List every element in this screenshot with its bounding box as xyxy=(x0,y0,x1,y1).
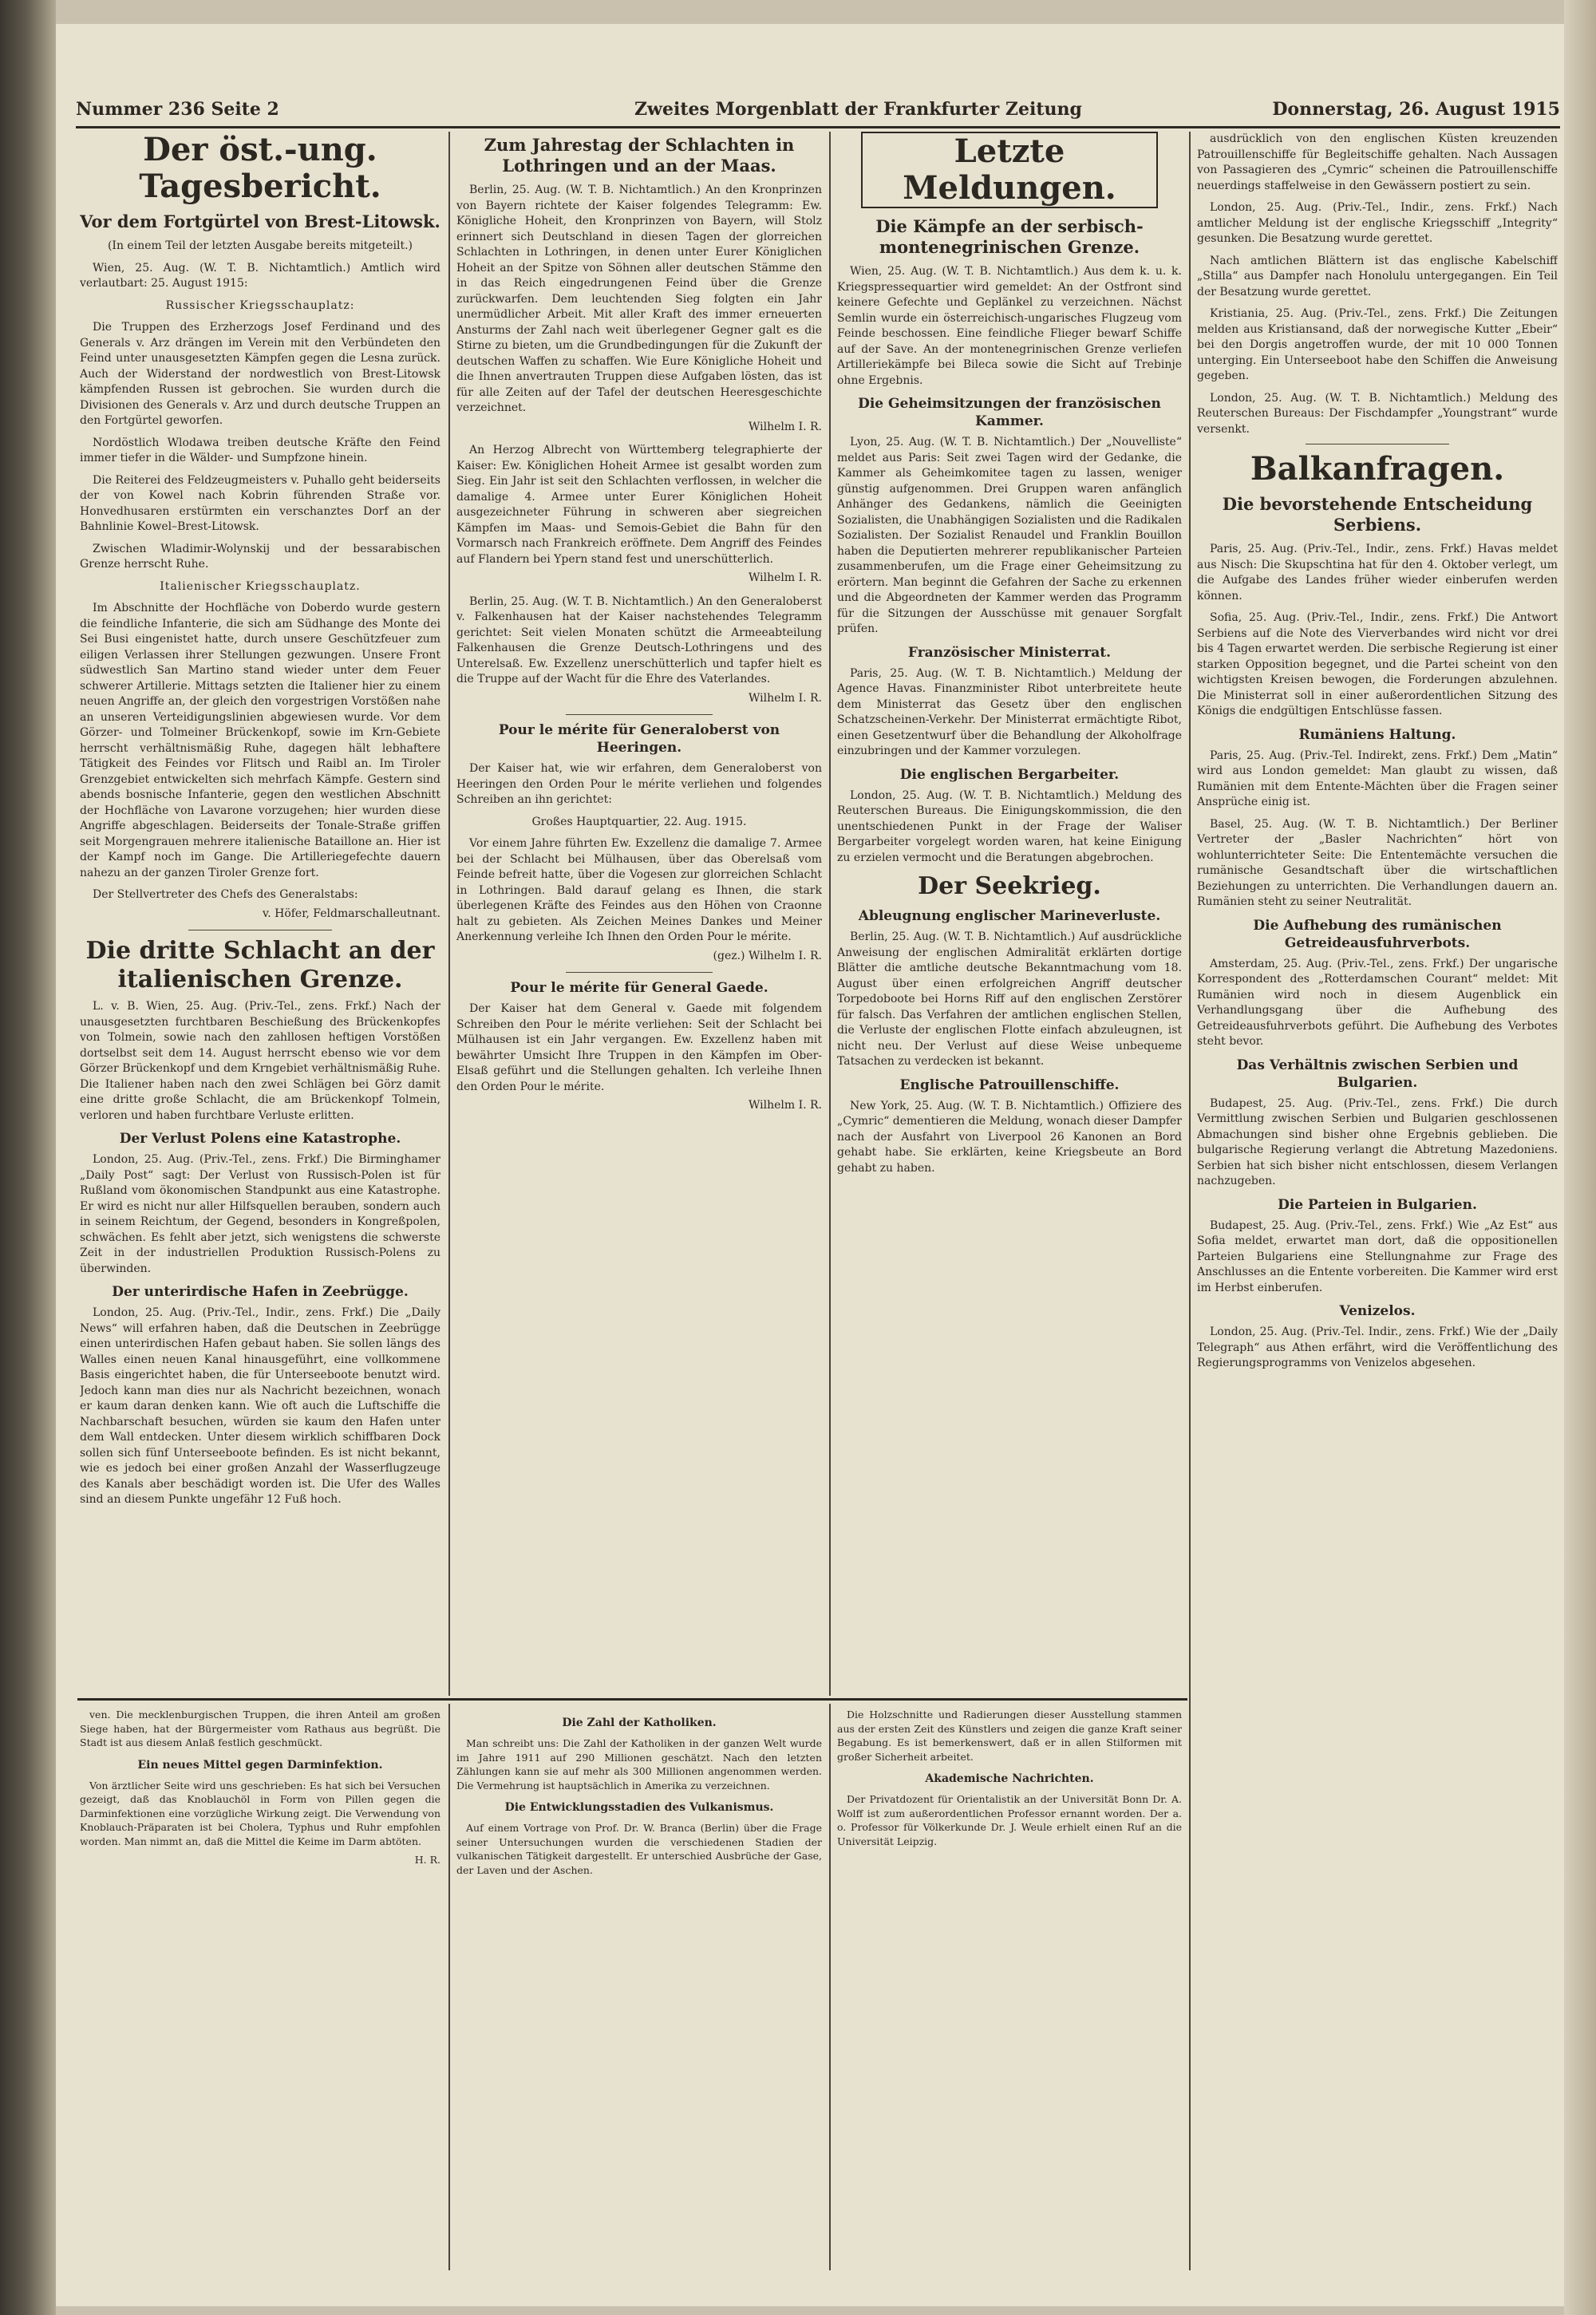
feuilleton-rule xyxy=(77,1698,1187,1701)
feuilleton-column-2 xyxy=(456,1708,822,2266)
note: (In einem Teil der letzten Ausgabe bereits mitgeteilt.) xyxy=(107,239,413,252)
signature: (gez.) Wilhelm I. R. xyxy=(713,949,822,962)
paragraph: Im Abschnitte der Hochfläche von Doberdo wurde gestern die feindliche Infanterie, die sich am Südhange des Monte dei Sei Busi eingenistet hatte, durch unsere Geschützfeuer zum eiligen Verlassen ihrer Stellungen gezwungen. Unsere Front südwestlich San Martino stand wieder unter dem Feuer schwerer Artillerie. Mittags setzten die Italiener hier zu einem neuen Angriffe an, der gleich den vorgestrigen Vorstößen nahe an unseren Verteidigungslinien abgewiesen wurde. Vor dem Görzer- und Tolmeiner Brückenkopf, sowie im Krn-Gebiete herrscht verhältnismäßig Ruhe, dagegen hält lebhaftere Tätigkeit des Feindes vor Flitsch und Raibl an. Im Tiroler Grenzgebiet entwickelten sich mehrfach Kämpfe. Gestern sind abends bosnische Infanterie, gegen den westlichen Abschnitt der Hochfläche von Lavarone vorzugehen; hier wurden diese Angriffe abgeschlagen. Beiderseits der Tonale-Straße griffen seit Morgengrauen mehrere italienische Bataillone an. Hier ist der Kampf noch im Gange. Die Artilleriegefechte dauern nahezu an der ganzen Tiroler Grenze fort. xyxy=(80,602,440,879)
article-title: Pour le mérite für General Gaede. xyxy=(510,980,768,996)
section-title: Balkanfragen. xyxy=(1250,450,1505,488)
paragraph: Man schreibt uns: Die Zahl der Katholiken in der ganzen Welt wurde im Jahre 1911 auf 290 Millionen geschätzt. Nach den letzten Zählungen kann sie auf mehr als 300 Millionen angenommen werden. Die Vermehrung ist hauptsächlich in Amerika zu verzeichnen. xyxy=(456,1737,822,1792)
signature: v. Höfer, Feldmarschalleutnant. xyxy=(262,907,440,920)
paragraph: Berlin, 25. Aug. (W. T. B. Nichtamtlich.) An den Kronprinzen von Bayern richtete der Kaiser folgendes Telegramm: Ew. Königliche Hoheit, den Kronprinzen von Bayern, will Stolz erinnert sich Deutschland in diesen Tagen der glorreichen Schlachten in Lothringen, in denen unter Eurer Königlichen Hoheit an der Spitze von Söhnen aller deutschen Stämme den in das Reich eingedrungenen Feind über die Grenze zurückwarfen. Dem leuchtenden Sieg folgten ein Jahr unermüdlicher Arbeit. Mit aller Kraft des immer erneuerten Ansturms der Zahl nach weit überlegener Gegner galt es die Stirne zu bieten, um die Grundbedingungen für die Zukunft der deutschen Waffen zu schaffen. Wie Eure Königliche Hoheit und die Ihnen anvertrauten Truppen diese Aufgaben lösten, das ist für alle Zeiten auf der Tafel der deutschen Heeresgeschichte verzeichnet. xyxy=(456,184,822,414)
signature: H. R. xyxy=(414,1854,440,1866)
article-title: Die dritte Schlacht an der italienischen Grenze. xyxy=(85,937,435,994)
column-rule xyxy=(829,1704,831,2270)
page-edge xyxy=(1564,0,1596,2315)
divider xyxy=(566,714,712,715)
paragraph: Paris, 25. Aug. (Priv.-Tel., Indir., zens. Frkf.) Havas meldet aus Nisch: Die Skupschtina hat für den 4. Oktober verlegt, um die Aufgabe des Landes früher wieder einberufen werden können. xyxy=(1197,543,1558,602)
article-title: Akademische Nachrichten. xyxy=(925,1772,1094,1785)
book-binding xyxy=(0,0,56,2315)
newspaper-title: Zweites Morgenblatt der Frankfurter Zeitung xyxy=(634,99,1082,120)
article-title: Die Zahl der Katholiken. xyxy=(562,1716,717,1729)
masthead xyxy=(76,94,1560,128)
paragraph: Die Reiterei des Feldzeugmeisters v. Puhallo geht beiderseits der von Kowel nach Kobrin führenden Straße vor. Honvedhusaren erstürmten ein verschanztes Dorf an der Bahnlinie Kowel–Brest-Litowsk. xyxy=(80,473,440,533)
divider xyxy=(566,972,712,973)
article-title: Die Entwicklungsstadien des Vulkanismus. xyxy=(504,1801,774,1814)
paragraph: London, 25. Aug. (Priv.-Tel. Indir., zens. Frkf.) Wie der „Daily Telegraph“ aus Athen erfährt, wird die Veröffentlichung des Regierungsprogramms von Venizelos abgesehen. xyxy=(1197,1325,1558,1369)
issue-date: Donnerstag, 26. August 1915 xyxy=(1272,99,1560,120)
issue-number: Nummer 236 Seite 2 xyxy=(76,99,279,120)
paragraph: Paris, 25. Aug. (W. T. B. Nichtamtlich.) Meldung der Agence Havas. Finanzminister Ribot unterbreitete heute dem Ministerrat das Gesetz über den englischen Schatzscheinen-Verkehr. Der Ministerrat ermächtigte Ribot, einen Gesetzentwurf über die Behandlung der Alkoholfrage einzubringen und der Kammer vorzulegen. xyxy=(837,666,1182,757)
article-title: Venizelos. xyxy=(1339,1303,1416,1319)
feuilleton-column-3 xyxy=(837,1708,1182,2266)
paragraph: Vor einem Jahre führten Ew. Exzellenz die damalige 7. Armee bei der Schlacht bei Mülhausen, über das Oberelsaß vom Feinde befreit hatte, über die Vogesen zur glorreichen Schlacht in Lothringen. Bald darauf gelang es Ihnen, die stark überlegenen Kräfte des Feindes aus den Höhen von Craonne halt zu gebieten. Als Zeichen Meines Dankes und Meiner Anerkennung verleihe Ich Ihnen den Orden Pour le mérite. xyxy=(456,837,822,943)
column-4 xyxy=(1197,132,1558,2270)
paragraph: L. v. B. Wien, 25. Aug. (Priv.-Tel., zens. Frkf.) Nach der unausgesetzten furchtbaren Beschießung des Brückenkopfes von Tolmein, sowie nach den zahllosen heftigen Vorstößen dortselbst seit dem 14. August herrscht ebenso wie vor dem Görzer Brückenkopf und dem Krngebiet verhältnismäßig Ruhe. Die Italiener haben nach den zwei Schlägen bei Görz damit eine dritte große Schlacht, die am Brückenkopf Tolmein, verloren und haben furchtbare Verluste erlitten. xyxy=(80,1000,440,1122)
section-title: Der Seekrieg. xyxy=(918,872,1101,900)
paragraph: Lyon, 25. Aug. (W. T. B. Nichtamtlich.) Der „Nouvelliste“ meldet aus Paris: Seit zwei Tagen wird der Gedanke, die Kammer als Geheimkomitee tagen zu lassen, weniger günstig aufgenommen. Drei Gruppen waren anfänglich Anhänger des Gedankens, nämlich die Geeinigten Sozialisten, die Unabhängigen Sozialisten und die Radikalen Sozialisten. Der Sozialist Renaudel und Franklin Bouillon haben die Deputierten mehrerer republikanischer Parteien zusammenberufen, um die Frage einer Geheimsitzung zu erörtern. Man beginnt die Gefahren der Sache zu erkennen und die Abgeordneten der Kammer werden das Programm für die Sitzungen der Ausschüsse mit genauer Sorgfalt prüfen. xyxy=(837,436,1182,635)
column-1 xyxy=(80,132,440,1696)
paragraph: Nach amtlichen Blättern ist das englische Kabelschiff „Stilla“ aus Dampfer nach Honolulu untergegangen. Ein Teil der Besatzung wurde gerettet. xyxy=(1197,254,1558,298)
paragraph: Nordöstlich Wlodawa treiben deutsche Kräfte den Feind immer tiefer in die Wälder- und Sumpfzone hinein. xyxy=(80,436,440,464)
signature: Wilhelm I. R. xyxy=(748,420,822,433)
signature: Wilhelm I. R. xyxy=(748,691,822,705)
section-title: Der öst.-ung. Tagesbericht. xyxy=(139,132,381,205)
article-title: Die Geheimsitzungen der französischen Kammer. xyxy=(858,396,1161,429)
article-title: Zum Jahrestag der Schlachten in Lothringen und an der Maas. xyxy=(484,135,795,176)
paragraph: London, 25. Aug. (Priv.-Tel., Indir., zens. Frkf.) Nach amtlicher Meldung ist der englische Kriegsschiff „Integrity“ gesunken. Die Besatzung wurde gerettet. xyxy=(1197,201,1558,245)
paragraph: London, 25. Aug. (W. T. B. Nichtamtlich.) Meldung des Reuterschen Bureaus. Die Einigungskommission, die den unentschiedenen Punkt in der Frage der Waliser Bergarbeiter vorgelegt worden waren, hat keine Einigung zu erzielen vermocht und die Beratungen abgebrochen. xyxy=(837,788,1182,864)
paragraph: Der Privatdozent für Orientalistik an der Universität Bonn Dr. A. Wolff ist zum außerordentlichen Professor ernannt worden. Der a. o. Professor für Völkerkunde Dr. J. Weule erhielt einen Ruf an die Universität Leipzig. xyxy=(837,1793,1182,1847)
paragraph: Budapest, 25. Aug. (Priv.-Tel., zens. Frkf.) Die durch Vermittlung zwischen Serbien und Bulgarien geschlossenen Abmachungen sind bisher ohne Ergebnis geblieben. Die bulgarische Regierung verlangt die Abtretung Mazedoniens. Serbien hat sich bisher nicht entschlossen, diesem Verlangen nachzugeben. xyxy=(1197,1096,1558,1187)
column-2 xyxy=(456,132,822,1696)
dateline: Großes Hauptquartier, 22. Aug. 1915. xyxy=(531,815,747,828)
article-title: Die bevorstehende Entscheidung Serbiens. xyxy=(1222,494,1533,535)
article-title: Die Aufhebung des rumänischen Getreideausfuhrverbots. xyxy=(1253,917,1502,951)
paragraph: Budapest, 25. Aug. (Priv.-Tel., zens. Frkf.) Wie „Az Est“ aus Sofia meldet, erwartet man dort, daß die oppositionellen Parteien Bulgariens eine Stellungnahme zur Frage des Anschlusses an die Entente vorbereiten. Die Kammer wird erst im Herbst einberufen. xyxy=(1197,1219,1558,1294)
paragraph: Der Stellvertreter des Chefs des Generalstabs: xyxy=(93,888,358,901)
article-title: Englische Patrouillenschiffe. xyxy=(899,1077,1120,1093)
article-title: Rumäniens Haltung. xyxy=(1298,726,1456,743)
paragraph: New York, 25. Aug. (W. T. B. Nichtamtlich.) Offiziere des „Cymric“ dementieren die Meldung, wonach dieser Dampfer nach der Ausfahrt von Liverpool 26 Kanonen an Bord gehabt habe. Sie erklärten, keine Kriegsbeute an Bord gehabt zu haben. xyxy=(837,1099,1182,1175)
theater-heading: Italienischer Kriegsschauplatz. xyxy=(160,579,361,593)
feuilleton-column-1 xyxy=(80,1708,440,2266)
paragraph: Der Kaiser hat dem General v. Gaede mit folgendem Schreiben den Pour le mérite verliehen: Seit der Schlacht bei Mülhausen ist ein Jahr vergangen. Ew. Exzellenz haben mit bewährter Umsicht Ihre Truppen in den Kämpfen im Ober-Elsaß geführt und die Stellungen gehalten. Ich verleihe Ihnen den Orden Pour le mérite. xyxy=(456,1002,822,1093)
paragraph: Paris, 25. Aug. (Priv.-Tel. Indirekt, zens. Frkf.) Dem „Matin“ wird aus London gemeldet: Man glaubt zu wissen, daß Rumänien mit dem Entente-Mächten über die Fragen seiner Ansprüche einig ist. xyxy=(1197,749,1558,808)
article-title: Die Parteien in Bulgarien. xyxy=(1278,1196,1477,1213)
paragraph: London, 25. Aug. (Priv.-Tel., zens. Frkf.) Die Birminghamer „Daily Post“ sagt: Der Verlust von Russisch-Polen ist für Rußland vom ökonomischen Standpunkt aus eine Katastrophe. Er wird es nicht nur aller Hilfsquellen berauben, sondern auch in seinem Reichtum, der Gegend, besonders in Kongreßpolen, schwächen. Es fehlt aber jetzt, sich wenigstens die schwerste Zeit in der industriellen Produktion Russisch-Polens zu überwinden. xyxy=(80,1153,440,1275)
signature: Wilhelm I. R. xyxy=(748,1099,822,1112)
paragraph: Wien, 25. Aug. (W. T. B. Nichtamtlich.) Amtlich wird verlautbart: 25. August 1915: xyxy=(80,261,440,290)
paragraph: ven. Die mecklenburgischen Truppen, die ihren Anteil am großen Siege haben, hat der Bürgermeister vom Rathaus aus begrüßt. Die Stadt ist aus diesem Anlaß festlich geschmückt. xyxy=(80,1709,440,1748)
column-rule xyxy=(829,132,831,1696)
paragraph: Auf einem Vortrage von Prof. Dr. W. Branca (Berlin) über die Frage seiner Untersuchungen wurden die verschiedenen Stadien der vulkanischen Tätigkeit dargestellt. Er unterschied Ausbrüche der Gase, der Laven und der Aschen. xyxy=(456,1822,822,1876)
article-title: Die Kämpfe an der serbisch-montenegrinischen Grenze. xyxy=(875,216,1144,257)
paragraph: Wien, 25. Aug. (W. T. B. Nichtamtlich.) Aus dem k. u. k. Kriegspressequartier wird gemeldet: An der Ostfront sind keinere Gefechte und Geplänkel zu verzeichnen. Nächst Semlin wurde ein österreichisch-ungarisches Flugzeug vom Feinde beschossen. Eine feindliche Flieger bewarf Schiffe auf der Save. An der montenegrinischen Grenze verliefen Artilleriekämpfe bei Bileca sowie die Sicht auf Trebinje ohne Ergebnis. xyxy=(837,265,1182,387)
article-title: Der unterirdische Hafen in Zeebrügge. xyxy=(112,1284,409,1300)
paragraph: Amsterdam, 25. Aug. (Priv.-Tel., zens. Frkf.) Der ungarische Korrespondent des „Rotterdamschen Courant“ meldet: Mit Rumänien wird noch in diesem Augenblick ein Verhandlungsgang über die Aufhebung des Getreideausfuhrverbots geführt. Die Aufhebung des Verbotes steht bevor. xyxy=(1197,957,1558,1048)
paragraph: Die Truppen des Erzherzogs Josef Ferdinand und des Generals v. Arz drängen im Verein mit den Verbündeten den Feind unter unausgesetzten Kämpfen gegen die Lesna zurück. Auch der Widerstand der nordwestlich von Brest-Litowsk kämpfenden Russen ist gebrochen. Sie wurden durch die Divisionen des Generals v. Arz und durch deutsche Truppen an den Fortgürtel geworfen. xyxy=(80,321,440,427)
paragraph: Berlin, 25. Aug. (W. T. B. Nichtamtlich.) An den Generaloberst v. Falkenhausen hat der Kaiser nachstehendes Telegramm gerichtet: Seit vielen Monaten schützt die Armeeabteilung Falkenhausen die Grenze Deutsch-Lothringens und des Unterelsaß. Ew. Exzellenz unerschütterlich und tapfer hielt es die Truppe auf der Wacht für die Ehre des Vaterlandes. xyxy=(456,595,822,685)
column-rule xyxy=(448,1704,450,2270)
paragraph: London, 25. Aug. (Priv.-Tel., Indir., zens. Frkf.) Die „Daily News“ will erfahren haben, daß die Deutschen in Zeebrügge einen unterirdischen Hafen gebaut haben. Sie sollen längs des Walles einen neuen Kanal hinausgeführt, eine vollkommene Basis eingerichtet haben, die für Unterseeboote benutzt wird. Jedoch kann man dies nur als Nachricht bezeichnen, wonach er kaum daran denken kann. Wie oft auch die Luftschiffe die Nachbarschaft besuchen, würden sie kaum den Hafen unter dem Wall entdecken. Unter diesem wirklich schiffbaren Dock sollen sich fünf Unterseeboote befinden. Es ist nicht bekannt, wie es jedoch bei einer großen Anzahl der Wasserflugzeuge des Kanals aber beschädigt worden ist. Die Ufer des Walles sind an diesem Punkte ungefähr 12 Fuß hoch. xyxy=(80,1306,440,1506)
paragraph: Der Kaiser hat, wie wir erfahren, dem Generaloberst von Heeringen den Orden Pour le mérite verliehen und folgendes Schreiben an ihn gerichtet: xyxy=(456,762,822,806)
theater-heading: Russischer Kriegsschauplatz: xyxy=(165,298,355,312)
paragraph: Die Holzschnitte und Radierungen dieser Ausstellung stammen aus der ersten Zeit des Künstlers und zeigen die ganze Kraft seiner Begabung. Es ist bemerkenswert, daß er in allen Stilformen mit großer Sicherheit arbeitet. xyxy=(837,1709,1182,1763)
paragraph: An Herzog Albrecht von Württemberg telegraphierte der Kaiser: Ew. Königlichen Hoheit Armee ist gesalbt worden zum Sieg. Ein Jahr ist seit den Schlachten verflossen, in welcher die damalige 4. Armee unter Eurer Königlichen Hoheit ausgezeichneter Führung in schweren aber siegreichen Kämpfen im Maas- und Semois-Gebiet die Bahn für den Vormarsch nach Frankreich eröffnete. Dem Angriff des Feindes auf Flandern bei Ypern stand fest und unerschütterlich. xyxy=(456,444,822,566)
paragraph: Zwischen Wladimir-Wolynskij und der bessarabischen Grenze herrscht Ruhe. xyxy=(80,542,440,571)
paragraph: Von ärztlicher Seite wird uns geschrieben: Es hat sich bei Versuchen gezeigt, daß das Knoblauchöl in Form von Pillen gegen die Darminfektionen eine vorzügliche Wirkung zeigt. Die Verwendung von Knoblauch-Präparaten ist bei Cholera, Typhus und Ruhr empfohlen worden. Man nimmt an, daß die Mittel die Keime im Darm abtöten. xyxy=(80,1779,440,1847)
article-title: Der Verlust Polens eine Katastrophe. xyxy=(119,1131,401,1147)
column-rule xyxy=(448,132,450,1696)
paragraph: Berlin, 25. Aug. (W. T. B. Nichtamtlich.) Auf ausdrückliche Anweisung der englischen Admiralität erklärten dortige Blätter die amtliche deutsche Bekanntmachung vom 18. August über einen erfolgreichen Angriff deutscher Torpedoboote bei Horns Riff auf den englischen Zerstörer für falsch. Das Verfahren der amtlichen englischen Stellen, die Verluste der englischen Flotte einfach abzuleugnen, ist nicht neu. Der Verlust auf diese Weise unbequeme Tatsachen zu verdecken ist bekannt. xyxy=(837,930,1182,1068)
paragraph: Basel, 25. Aug. (W. T. B. Nichtamtlich.) Der Berliner Vertreter der „Basler Nachrichten“ hört von wohlunterrichteter Seite: Die Ententemächte versuchen die rumänische Gesandtschaft über die wirtschaftlichen Beziehungen zu unterrichten. Die Verhandlungen dauern an. Rumänien steht zu seiner Neutralität. xyxy=(1197,817,1558,908)
article-title: Das Verhältnis zwischen Serbien und Bulgarien. xyxy=(1236,1057,1519,1091)
column-3 xyxy=(837,132,1182,1696)
section-title: Letzte Meldungen. xyxy=(861,132,1158,208)
signature: Wilhelm I. R. xyxy=(748,571,822,584)
article-title: Die englischen Bergarbeiter. xyxy=(899,766,1120,783)
article-title: Pour le mérite für Generaloberst von Heeringen. xyxy=(498,722,780,756)
article-title: Französischer Ministerrat. xyxy=(907,644,1112,661)
article-title: Ein neues Mittel gegen Darminfektion. xyxy=(137,1758,383,1772)
column-rule xyxy=(1189,132,1191,2270)
paragraph: Sofia, 25. Aug. (Priv.-Tel., Indir., zens. Frkf.) Die Antwort Serbiens auf die Note des Vierverbandes wird nicht vor drei bis 4 Tagen erwartet werden. Die serbische Regierung ist einer starken Opposition begegnet, und die Partei scheint von den wichtigsten Kreisen bewogen, die Forderungen abzulehnen. Die Ministerrat soll in einer außerordentlichen Sitzung des Königs die endgültigen Entschlüsse fassen. xyxy=(1197,611,1558,717)
paragraph: ausdrücklich von den englischen Küsten kreuzenden Patrouillenschiffe für Begleitschiffe gehalten. Nach Aussagen von Passagieren des „Cymric“ scheinen die Patrouillenschiffe neuerdings staffelweise in den Gewässern postiert zu sein. xyxy=(1197,132,1558,192)
article-title: Ableugnung englischer Marineverluste. xyxy=(858,908,1161,924)
section-subtitle: Vor dem Fortgürtel von Brest-Litowsk. xyxy=(80,211,440,231)
paragraph: London, 25. Aug. (W. T. B. Nichtamtlich.) Meldung des Reuterschen Bureaus: Der Fischdampfer „Youngstrant“ wurde versenkt. xyxy=(1197,391,1558,436)
paragraph: Kristiania, 25. Aug. (Priv.-Tel., zens. Frkf.) Die Zeitungen melden aus Kristiansand, daß der norwegische Kutter „Ebeir“ bei den Dorgis angetroffen wurde, der mit 10 000 Tonnen unterging. Ein Unterseeboot habe den Schiffen die Anweisung gegeben. xyxy=(1197,307,1558,382)
